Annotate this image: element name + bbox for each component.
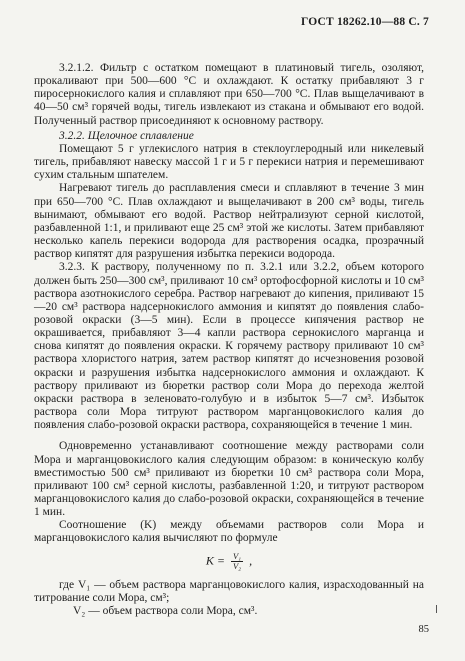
- legend-v1-text: V₁ — объем раствора марганцовокислого калия, израсходованный на титрование соли Мора, см³;: [34, 578, 424, 604]
- paragraph-fusion-prep: Помещают 5 г углекислого натрия в стеклоуглеродный или никелевый тигель, прибавляют навеску массой 1 г и 5 г перекиси натрия и перемешивают сухим стальным шпателем.: [34, 142, 424, 182]
- page-header: ГОСТ 18262.10—88 С. 7: [301, 16, 429, 28]
- margin-mark: [436, 605, 437, 613]
- formula-lhs: K =: [205, 552, 225, 567]
- paragraph-ratio-formula-intro: Соотношение (K) между объемами растворов соли Мора и марганцовокислого калия вычисляют по формуле: [34, 519, 424, 545]
- formula-denominator: V₂: [232, 560, 242, 571]
- paragraph-3-2-1-2: 3.2.1.2. Фильтр с остатком помещают в платиновый тигель, озоляют, прокаливают при 500—600 °С и охлаждают. К остатку прибавляют 3 г пиросернокислого калия и сплавляют при 650—700 °С. Плав выщелачивают в 40—50 см³ горячей воды, тигель извлекают из стакана и обмывают его водой. Полученный раствор присоединяют к основному раствору.: [34, 62, 424, 127]
- formula-numerator: V₁: [232, 550, 242, 561]
- subheading-alkaline-fusion: 3.2.2. Щелочное сплавление: [59, 129, 194, 142]
- paragraph-3-2-3: 3.2.3. К раствору, полученному по п. 3.2.1 или 3.2.2, объем которого должен быть 250—300 см³, приливают 10 см³ ортофосфорной кислоты и 10 см³ раствора азотнокислого серебра. Раствор нагревают до кипения, приливают 15—20 см³ раствора надсернокислого аммония и кипятят до появления слабо-розовой окраски (3—5 мин). Если в процессе кипячения раствор не окрашивается, прибавляют 3—4 капли раствора сернокислого марганца и снова кипятят до появления окраски. К горячему раствору приливают 10 см³ раствора хлористого натрия, затем раствор кипятят до исчезновения розовой окраски и разрушения избытка надсернокислого аммония и охлаждают. К раствору приливают из бюретки раствор соли Мора до перехода желтой окраски раствора в зеленовато-голубую и в избыток 5—7 см³. Избыток раствора соли Мора титруют раствором марганцовокислого калия до появления слабо-розовой окраски раствора, сохраняющейся в течение 1 мин.: [34, 261, 424, 432]
- formula-fraction: [231, 552, 243, 571]
- ratio-formula: [34, 552, 424, 571]
- document-body: [34, 62, 424, 618]
- formula-legend-v2: V₂ — объем раствора соли Мора, см³.: [73, 604, 258, 617]
- paragraph-fusion-heating: Нагревают тигель до расплавления смеси и сплавляют в течение 3 мин при 650—700 °С. Плав охлаждают и выщелачивают в 200 см³ воды, тигель вынимают, обмывают его водой. Раствор нейтрализуют серной кислотой, разбавленной 1:1, и приливают еще 25 см³ этой же кислоты. Затем прибавляют несколько капель перекиси водорода для растворения осадка, прозрачный раствор кипятят для разрушения избытка перекиси водорода.: [34, 182, 424, 261]
- legend-prefix: где: [59, 578, 75, 591]
- formula-tail: ,: [249, 552, 253, 567]
- formula-legend-v1: [34, 579, 424, 605]
- page-number: 85: [418, 624, 429, 635]
- paragraph-ratio-setup: Одновременно устанавливают соотношение между растворами соли Мора и марганцовокислого калия следующим образом: в коническую колбу вместимостью 500 см³ приливают из бюретки 10 см³ раствора соли Мора, приливают 100 см³ серной кислоты, разбавленной 1:20, и титруют раствором марганцовокислого калия до слабо-розовой окраски, сохраняющейся в течение 1 мин.: [34, 440, 424, 519]
